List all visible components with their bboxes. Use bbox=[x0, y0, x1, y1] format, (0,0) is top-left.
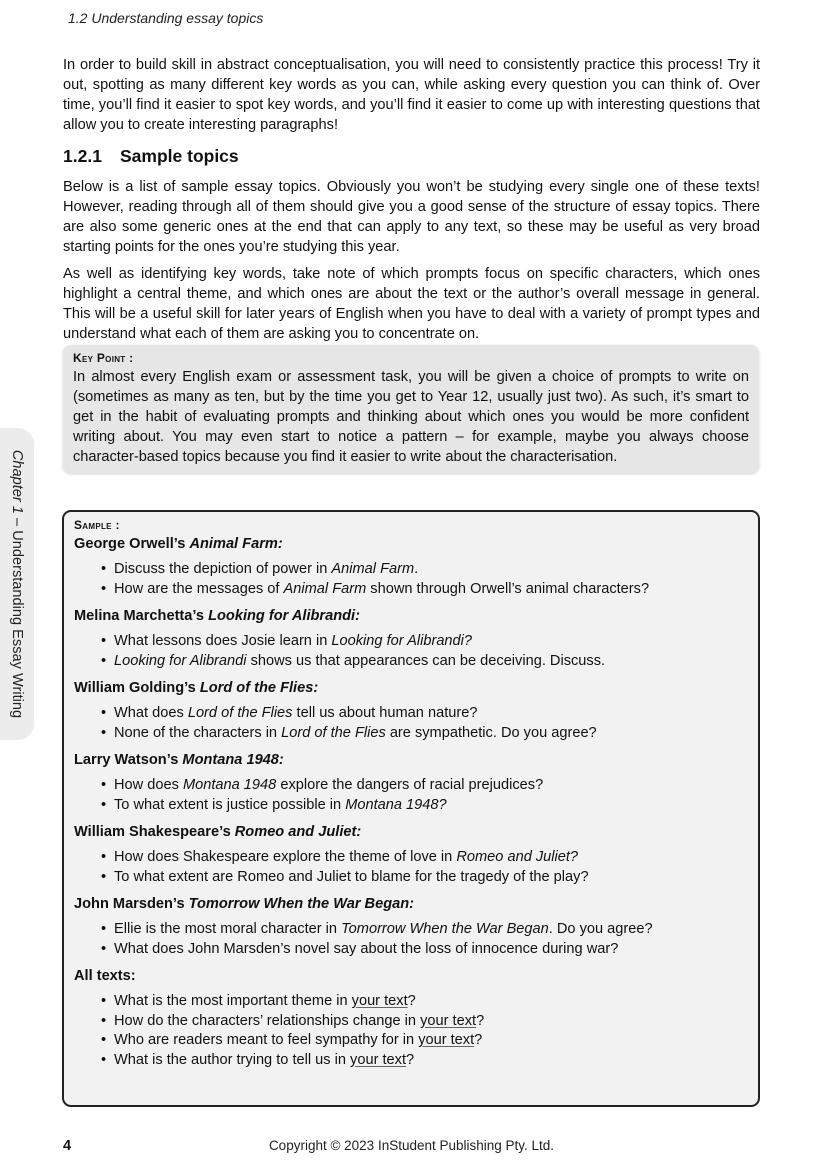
sample-prompt-list bbox=[74, 704, 748, 743]
sample-prompt-list bbox=[74, 632, 748, 671]
intro-paragraph: In order to build skill in abstract conceptualisation, you will need to consistently practice this process! Try it out, spotting as many different key words as you can, while asking every question you can think of. Over time, you’ll find it easier to spot key words, and you’ll find it easier to come up with interesting questions that allow you to create interesting paragraphs! bbox=[63, 57, 760, 133]
sample-box bbox=[62, 510, 760, 1107]
sample-group-work: Tomorrow When the War Began: bbox=[188, 896, 415, 912]
sample-group-author: John Marsden’s bbox=[74, 896, 189, 912]
prompt-text: How are the messages of bbox=[114, 580, 284, 597]
sample-group-title bbox=[74, 750, 748, 770]
prompt-text: ? bbox=[476, 1012, 485, 1029]
prompt-underlined-text: your text bbox=[418, 1032, 475, 1048]
sample-prompt bbox=[101, 1031, 748, 1051]
prompt-text: To what extent are Romeo and Juliet to blame for the tragedy of the play? bbox=[114, 868, 589, 885]
prompt-text: explore the dangers of racial prejudices? bbox=[276, 777, 544, 793]
sample-prompt bbox=[101, 992, 748, 1012]
sample-prompt bbox=[101, 560, 748, 580]
bullet-icon: • bbox=[101, 580, 107, 597]
prompt-title-italic: Montana 1948 bbox=[182, 777, 277, 793]
sample-group-author: William Shakespeare’s bbox=[74, 824, 235, 840]
prompt-text: To what extent is justice possible in bbox=[114, 796, 346, 813]
sample-prompt-list bbox=[74, 848, 748, 887]
prompt-text: What is the most important theme in bbox=[114, 993, 352, 1009]
prompt-title-italic: Animal Farm bbox=[283, 580, 367, 597]
sample-groups bbox=[74, 534, 748, 1070]
sample-group-title bbox=[74, 606, 748, 626]
prompt-title-italic: Lord of the Flies bbox=[281, 724, 386, 741]
prompt-underlined-text: your text bbox=[420, 1012, 477, 1029]
chapter-title: Understanding Essay Writing bbox=[9, 530, 25, 719]
sample-prompt-list bbox=[74, 560, 748, 599]
sample-label: Sample : bbox=[74, 518, 120, 532]
bullet-icon: • bbox=[101, 1032, 107, 1048]
bullet-icon: • bbox=[101, 849, 107, 865]
sample-prompt bbox=[101, 1012, 748, 1032]
bullet-icon: • bbox=[101, 868, 107, 885]
bullet-icon: • bbox=[101, 652, 107, 669]
prompt-text: ? bbox=[474, 1032, 483, 1048]
section-title: Sample topics bbox=[120, 146, 239, 166]
sample-prompt bbox=[101, 776, 748, 796]
sample-group-author: Larry Watson’s bbox=[74, 752, 183, 768]
chapter-number: Chapter 1 bbox=[9, 449, 25, 514]
bullet-icon: • bbox=[101, 705, 107, 721]
prompt-text: How does Shakespeare explore the theme of love in bbox=[114, 849, 457, 865]
prompt-text: Discuss the depiction of power in bbox=[114, 561, 332, 577]
prompt-title-italic: Tomorrow When the War Began bbox=[341, 921, 549, 937]
prompt-text: None of the characters in bbox=[114, 724, 282, 741]
sample-group-title bbox=[74, 678, 748, 698]
sample-prompt bbox=[101, 580, 748, 600]
prompt-title-italic: Montana 1948? bbox=[345, 796, 447, 813]
prompt-text: What lessons does Josie learn in bbox=[114, 633, 332, 649]
sample-group-work: Animal Farm: bbox=[189, 536, 283, 552]
key-point-text: In almost every English exam or assessment task, you will be given a choice of prompts to write on (sometimes as many as ten, but by the time you get to Year 12, usually just two). As such, it’s smart to get in the habit of evaluating prompts and thinking about which ones you would be more confident writing about. You may even start to notice a pattern – for example, maybe you always choose character-based topics because you find it easier to write about the characterisation. bbox=[73, 369, 749, 465]
bullet-icon: • bbox=[101, 777, 107, 793]
paragraph-3-block bbox=[63, 264, 760, 344]
paragraph-2-block bbox=[63, 177, 760, 257]
prompt-text: What does bbox=[114, 705, 188, 721]
running-header: 1.2 Understanding essay topics bbox=[68, 10, 264, 26]
prompt-text: . bbox=[414, 561, 419, 577]
page-number: 4 bbox=[63, 1138, 72, 1154]
prompt-title-italic: Looking for Alibrandi bbox=[114, 652, 247, 669]
bullet-icon: • bbox=[101, 633, 107, 649]
bullet-icon: • bbox=[101, 1051, 107, 1068]
prompt-title-italic: Looking for Alibrandi? bbox=[331, 633, 473, 649]
sample-group-title bbox=[74, 534, 748, 554]
intro-section bbox=[63, 55, 760, 135]
prompt-underlined-text: your text bbox=[351, 993, 408, 1009]
bullet-icon: • bbox=[101, 940, 107, 957]
bullet-icon: • bbox=[101, 921, 107, 937]
key-point-label: Key Point : bbox=[73, 351, 134, 365]
sample-group-author: George Orwell’s bbox=[74, 536, 190, 552]
prompt-text: Ellie is the most moral character in bbox=[114, 921, 342, 937]
sample-prompt-list bbox=[74, 920, 748, 959]
paragraph-2: Below is a list of sample essay topics. Obviously you won’t be studying every single one of these texts! However, reading through all of them should give you a good sense of the structure of essay topics. There are also some generic ones at the end that can apply to any text, so these may be useful as very broad starting points for the ones you’re studying this year. bbox=[63, 179, 760, 255]
prompt-text: How do the characters’ relationships change in bbox=[114, 1012, 421, 1029]
bullet-icon: • bbox=[101, 796, 107, 813]
prompt-title-italic: Lord of the Flies bbox=[187, 705, 293, 721]
sample-group-title bbox=[74, 894, 748, 914]
prompt-text: shows us that appearances can be deceiving. Discuss. bbox=[246, 652, 606, 669]
sample-group-work: Montana 1948: bbox=[182, 752, 284, 768]
chapter-side-tab-label bbox=[9, 450, 25, 718]
prompt-title-italic: Romeo and Juliet? bbox=[456, 849, 579, 865]
chapter-separator: – bbox=[9, 513, 25, 531]
prompt-underlined-text: your text bbox=[350, 1051, 407, 1068]
sample-prompt bbox=[101, 724, 748, 744]
sample-group-title bbox=[74, 822, 748, 842]
prompt-text: . Do you agree? bbox=[548, 921, 653, 937]
bullet-icon: • bbox=[101, 561, 107, 577]
sample-group-work: Romeo and Juliet: bbox=[234, 824, 362, 840]
sample-group-author: All texts: bbox=[74, 968, 136, 984]
sample-prompt bbox=[101, 704, 748, 724]
bullet-icon: • bbox=[101, 993, 107, 1009]
section-number: 1.2.1 bbox=[63, 146, 102, 166]
prompt-title-italic: Animal Farm bbox=[331, 561, 415, 577]
sample-prompt bbox=[101, 1051, 748, 1071]
sample-prompt bbox=[101, 796, 748, 816]
copyright-notice: Copyright © 2023 InStudent Publishing Pty. Ltd. bbox=[268, 1138, 555, 1153]
chapter-side-tab bbox=[0, 428, 34, 740]
sample-group-work: Looking for Alibrandi: bbox=[208, 608, 360, 624]
prompt-text: are sympathetic. Do you agree? bbox=[385, 724, 597, 741]
sample-prompt bbox=[101, 652, 748, 672]
sample-group-author: Melina Marchetta’s bbox=[74, 608, 209, 624]
sample-group-author: William Golding’s bbox=[74, 680, 200, 696]
sample-prompt bbox=[101, 632, 748, 652]
sample-prompt bbox=[101, 848, 748, 868]
sample-prompt bbox=[101, 920, 748, 940]
paragraph-3: As well as identifying key words, take note of which prompts focus on specific characters, which ones highlight a central theme, and which ones are about the text or the author’s overall message in general. This will be a useful skill for later years of English when you have to deal with a variety of prompt types and understand what each of them are asking you to concentrate on. bbox=[63, 266, 760, 342]
sample-prompt bbox=[101, 940, 748, 960]
prompt-text: tell us about human nature? bbox=[292, 705, 478, 721]
bullet-icon: • bbox=[101, 1012, 107, 1029]
bullet-icon: • bbox=[101, 724, 107, 741]
key-point-box bbox=[63, 345, 759, 473]
sample-group-title bbox=[74, 966, 748, 986]
prompt-text: ? bbox=[406, 1051, 415, 1068]
prompt-text: How does bbox=[114, 777, 183, 793]
prompt-text: Who are readers meant to feel sympathy for in bbox=[114, 1032, 419, 1048]
prompt-text: What does John Marsden’s novel say about the loss of innocence during war? bbox=[114, 940, 619, 957]
section-heading bbox=[63, 146, 239, 167]
sample-prompt-list bbox=[74, 992, 748, 1070]
prompt-text: What is the author trying to tell us in bbox=[114, 1051, 351, 1068]
prompt-text: shown through Orwell’s animal characters? bbox=[366, 580, 650, 597]
sample-prompt-list bbox=[74, 776, 748, 815]
prompt-text: ? bbox=[407, 993, 416, 1009]
sample-prompt bbox=[101, 868, 748, 888]
sample-group-work: Lord of the Flies: bbox=[199, 680, 319, 696]
